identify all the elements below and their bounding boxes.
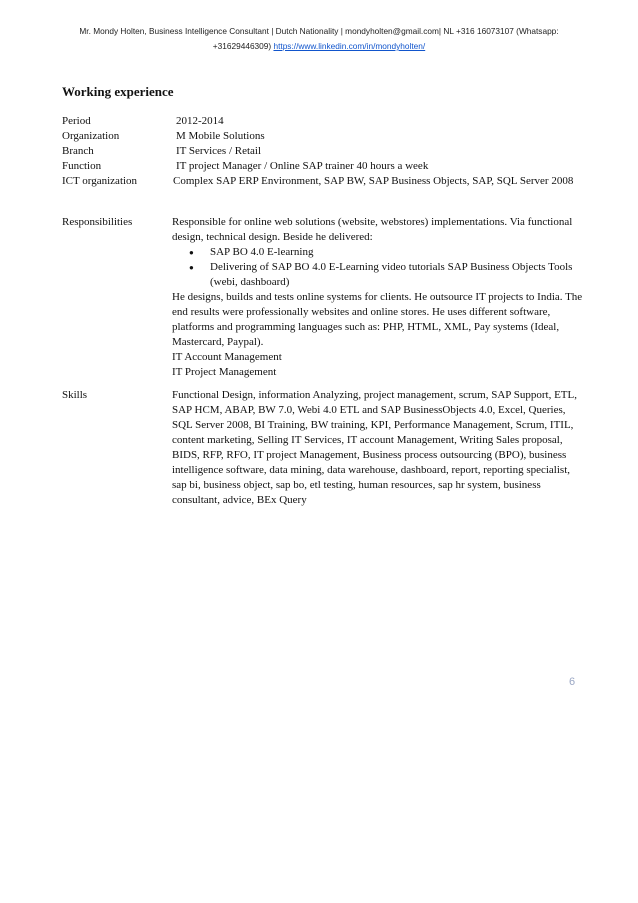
responsibilities-line: IT Project Management: [172, 366, 277, 378]
field-label: Skills: [62, 389, 88, 401]
field-label: ICT organization: [62, 175, 138, 187]
field-value: 2012-2014: [176, 115, 224, 127]
linkedin-link[interactable]: https://www.linkedin.com/in/mondyholten/: [273, 41, 426, 51]
skills-body: [172, 388, 584, 508]
responsibilities-intro: Responsible for online web solutions (website, webstores) implementations. Via functional design, technical design. Beside he delivered:: [172, 216, 573, 243]
responsibilities-paragraph: He designs, builds and tests online systems for clients. He outsource IT projects to India. The end results were professionally websites and online stores. He uses different software, platforms and programming languages such as: PHP, HTML, XML, Pay systems (Ideal, Mastercard, Paypal).: [172, 291, 583, 348]
list-item: ● SAP BO 4.0 E-learning: [210, 245, 584, 260]
header-phone: +31629446309): [212, 41, 274, 51]
responsibilities-body: [172, 215, 584, 380]
page-number: 6: [569, 676, 576, 688]
header-contact-line-2: [62, 39, 576, 54]
field-value: IT project Manager / Online SAP trainer 40 hours a week: [176, 160, 429, 172]
field-label: Responsibilities: [62, 216, 133, 228]
field-label: Function: [62, 160, 102, 172]
section-title: Working experience: [62, 84, 174, 99]
skills-text: Functional Design, information Analyzing, project management, scrum, SAP Support, ETL, SAP HCM, ABAP, BW 7.0, Webi 4.0 ETL and SAP BusinessObjects 4.0, Excel, Queries, SQL Server 2008, BI Training, BW training, KPI, Performance Management, Scrum, ITIL, content marketing, Selling IT Services, IT account Management, Writing Sales proposal, BIDS, RFP, RFO, IT project Management, Business process outsourcing (BPO), business intelligence software, data mining, data warehouse, dashboard, report, reporting specialist, sap bi, business object, sap bo, etl testing, human resources, sap hr system, business consultant, advice, BEx Query: [172, 389, 577, 506]
page-header: [62, 24, 576, 54]
field-label: Period: [62, 115, 91, 127]
responsibilities-line: IT Account Management: [172, 351, 282, 363]
field-value: IT Services / Retail: [176, 145, 262, 157]
list-item: ● Delivering of SAP BO 4.0 E-Learning video tutorials SAP Business Objects Tools (webi, dashboard): [210, 260, 584, 290]
header-contact-line: Mr. Mondy Holten, Business Intelligence Consultant | Dutch Nationality | mondyholten@gmail.com| NL +316 16073107 (Whatsapp:: [79, 26, 559, 36]
field-value: Complex SAP ERP Environment, SAP BW, SAP Business Objects, SAP, SQL Server 2008: [173, 175, 574, 187]
field-label: Branch: [62, 145, 94, 157]
field-value: M Mobile Solutions: [176, 130, 265, 142]
field-label: Organization: [62, 130, 120, 142]
responsibilities-list: [172, 245, 584, 290]
